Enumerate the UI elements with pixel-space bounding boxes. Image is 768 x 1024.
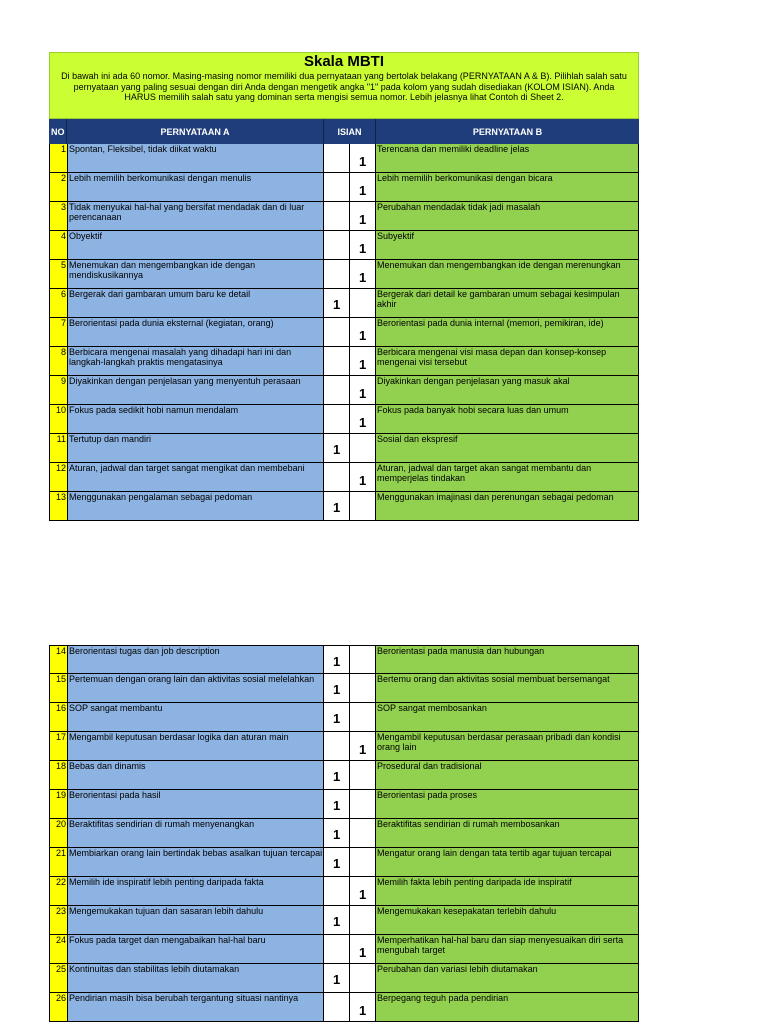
isian-b-cell[interactable] xyxy=(350,492,376,521)
isian-b-cell[interactable] xyxy=(350,790,376,819)
column-header-pernyataan-a: PERNYATAAN A xyxy=(67,119,324,144)
isian-a-cell[interactable] xyxy=(324,405,350,434)
statement-a-cell: Obyektif xyxy=(67,231,324,260)
isian-b-cell[interactable] xyxy=(350,434,376,463)
table-row xyxy=(49,993,639,1022)
statement-a-cell: Berbicara mengenai masalah yang dihadapi hari ini dan langkah-langkah praktis mengatasinya xyxy=(67,347,324,376)
table-row xyxy=(49,231,639,260)
statement-b-cell: Menggunakan imajinasi dan perenungan sebagai pedoman xyxy=(376,492,639,521)
isian-a-cell[interactable] xyxy=(324,819,350,848)
statement-a-cell: Lebih memilih berkomunikasi dengan menulis xyxy=(67,173,324,202)
statement-a-cell: Berorientasi pada hasil xyxy=(67,790,324,819)
isian-b-value: 1 xyxy=(359,154,367,169)
isian-b-cell[interactable] xyxy=(350,144,376,173)
row-number: 16 xyxy=(49,703,67,732)
table-row xyxy=(49,376,639,405)
statement-b-cell: Mengemukakan kesepakatan terlebih dahulu xyxy=(376,906,639,935)
isian-a-cell[interactable] xyxy=(324,434,350,463)
isian-a-cell[interactable] xyxy=(324,761,350,790)
row-number: 8 xyxy=(49,347,67,376)
row-number: 12 xyxy=(49,463,67,492)
isian-b-cell[interactable] xyxy=(350,260,376,289)
table-row xyxy=(49,202,639,231)
isian-a-value: 1 xyxy=(333,442,341,457)
statement-a-cell: Diyakinkan dengan penjelasan yang menyentuh perasaan xyxy=(67,376,324,405)
row-number: 26 xyxy=(49,993,67,1022)
isian-b-value: 1 xyxy=(359,742,367,757)
statement-a-cell: Tertutup dan mandiri xyxy=(67,434,324,463)
statement-b-cell: Beraktifitas sendirian di rumah membosankan xyxy=(376,819,639,848)
statement-b-cell: Lebih memilih berkomunikasi dengan bicara xyxy=(376,173,639,202)
isian-a-cell[interactable] xyxy=(324,848,350,877)
isian-a-cell[interactable] xyxy=(324,703,350,732)
statement-a-cell: Mengambil keputusan berdasar logika dan aturan main xyxy=(67,732,324,761)
isian-b-value: 1 xyxy=(359,887,367,902)
statement-b-cell: Mengatur orang lain dengan tata tertib agar tujuan tercapai xyxy=(376,848,639,877)
isian-a-cell[interactable] xyxy=(324,318,350,347)
table-row xyxy=(49,434,639,463)
table-body xyxy=(49,645,639,1022)
row-number: 3 xyxy=(49,202,67,231)
isian-b-value: 1 xyxy=(359,357,367,372)
table-row xyxy=(49,732,639,761)
isian-a-cell[interactable] xyxy=(324,935,350,964)
isian-a-cell[interactable] xyxy=(324,202,350,231)
isian-a-value: 1 xyxy=(333,297,341,312)
statement-a-cell: Berorientasi tugas dan job description xyxy=(67,645,324,674)
table-row xyxy=(49,964,639,993)
table-row xyxy=(49,935,639,964)
isian-b-cell[interactable] xyxy=(350,463,376,492)
isian-b-cell[interactable] xyxy=(350,732,376,761)
isian-b-value: 1 xyxy=(359,386,367,401)
table-row xyxy=(49,790,639,819)
row-number: 15 xyxy=(49,674,67,703)
table-row xyxy=(49,645,639,674)
isian-b-value: 1 xyxy=(359,212,367,227)
statement-a-cell: Bergerak dari gambaran umum baru ke detail xyxy=(67,289,324,318)
table-body xyxy=(49,144,639,521)
isian-a-value: 1 xyxy=(333,682,341,697)
row-number: 13 xyxy=(49,492,67,521)
column-header-isian: ISIAN xyxy=(324,119,376,144)
isian-a-cell[interactable] xyxy=(324,173,350,202)
isian-a-value: 1 xyxy=(333,914,341,929)
column-header-row xyxy=(49,119,639,144)
row-number: 5 xyxy=(49,260,67,289)
isian-b-cell[interactable] xyxy=(350,993,376,1022)
table-row xyxy=(49,761,639,790)
isian-a-cell[interactable] xyxy=(324,993,350,1022)
row-number: 9 xyxy=(49,376,67,405)
isian-a-value: 1 xyxy=(333,798,341,813)
isian-a-cell[interactable] xyxy=(324,289,350,318)
isian-a-value: 1 xyxy=(333,654,341,669)
isian-b-value: 1 xyxy=(359,241,367,256)
isian-b-cell[interactable] xyxy=(350,761,376,790)
statement-b-cell: Menemukan dan mengembangkan ide dengan merenungkan xyxy=(376,260,639,289)
statement-b-cell: Berorientasi pada dunia internal (memori, pemikiran, ide) xyxy=(376,318,639,347)
statement-a-cell: Menggunakan pengalaman sebagai pedoman xyxy=(67,492,324,521)
isian-b-cell[interactable] xyxy=(350,231,376,260)
statement-b-cell: SOP sangat membosankan xyxy=(376,703,639,732)
statement-b-cell: Mengambil keputusan berdasar perasaan pribadi dan kondisi orang lain xyxy=(376,732,639,761)
row-number: 11 xyxy=(49,434,67,463)
sheet-page-1 xyxy=(49,52,639,521)
statement-a-cell: SOP sangat membantu xyxy=(67,703,324,732)
row-number: 19 xyxy=(49,790,67,819)
statement-a-cell: Tidak menyukai hal-hal yang bersifat mendadak dan di luar perencanaan xyxy=(67,202,324,231)
statement-b-cell: Sosial dan ekspresif xyxy=(376,434,639,463)
statement-a-cell: Membiarkan orang lain bertindak bebas asalkan tujuan tercapai xyxy=(67,848,324,877)
isian-b-value: 1 xyxy=(359,328,367,343)
table-row xyxy=(49,405,639,434)
table-row xyxy=(49,492,639,521)
table-row xyxy=(49,260,639,289)
isian-a-cell[interactable] xyxy=(324,347,350,376)
isian-b-cell[interactable] xyxy=(350,173,376,202)
statement-b-cell: Perubahan dan variasi lebih diutamakan xyxy=(376,964,639,993)
table-row xyxy=(49,906,639,935)
isian-b-cell[interactable] xyxy=(350,405,376,434)
row-number: 18 xyxy=(49,761,67,790)
statement-b-cell: Subyektif xyxy=(376,231,639,260)
isian-b-cell[interactable] xyxy=(350,202,376,231)
isian-a-cell[interactable] xyxy=(324,906,350,935)
table-row xyxy=(49,848,639,877)
isian-a-cell[interactable] xyxy=(324,376,350,405)
statement-b-cell: Berorientasi pada proses xyxy=(376,790,639,819)
statement-a-cell: Pertemuan dengan orang lain dan aktivitas sosial melelahkan xyxy=(67,674,324,703)
table-row xyxy=(49,347,639,376)
statement-b-cell: Fokus pada banyak hobi secara luas dan umum xyxy=(376,405,639,434)
row-number: 25 xyxy=(49,964,67,993)
isian-b-cell[interactable] xyxy=(350,289,376,318)
statement-b-cell: Terencana dan memiliki deadline jelas xyxy=(376,144,639,173)
isian-a-cell[interactable] xyxy=(324,877,350,906)
row-number: 22 xyxy=(49,877,67,906)
isian-b-cell[interactable] xyxy=(350,703,376,732)
instructions-text: Di bawah ini ada 60 nomor. Masing-masing nomor memiliki dua pernyataan yang bertolak belakang (PERNYATAAN A & B). Pilihlah salah satu pernyataan yang paling sesuai dengan diri Anda dengan mengetik angka "1" pada kolom yang sudah disediakan (KOLOM ISIAN). Anda HARUS memilih salah satu yang dominan serta mengisi semua nomor. Lebih jelasnya lihat Contoh di Sheet 2. xyxy=(61,71,627,102)
statement-a-cell: Beraktifitas sendirian di rumah menyenangkan xyxy=(67,819,324,848)
table-row xyxy=(49,318,639,347)
sheet-page-2 xyxy=(49,645,639,1022)
isian-b-cell[interactable] xyxy=(350,376,376,405)
column-header-pernyataan-b: PERNYATAAN B xyxy=(472,126,543,137)
isian-b-value: 1 xyxy=(359,270,367,285)
isian-a-cell[interactable] xyxy=(324,674,350,703)
statement-a-cell: Mengemukakan tujuan dan sasaran lebih dahulu xyxy=(67,906,324,935)
isian-a-cell[interactable] xyxy=(324,645,350,674)
isian-a-value: 1 xyxy=(333,769,341,784)
statement-a-cell: Memilih ide inspiratif lebih penting daripada fakta xyxy=(67,877,324,906)
statement-a-cell: Pendirian masih bisa berubah tergantung situasi nantinya xyxy=(67,993,324,1022)
statement-b-cell: Prosedural dan tradisional xyxy=(376,761,639,790)
row-number: 20 xyxy=(49,819,67,848)
isian-a-cell[interactable] xyxy=(324,144,350,173)
isian-b-cell[interactable] xyxy=(350,964,376,993)
isian-a-cell[interactable] xyxy=(324,492,350,521)
row-number: 23 xyxy=(49,906,67,935)
isian-a-cell[interactable] xyxy=(324,260,350,289)
statement-b-cell: Bertemu orang dan aktivitas sosial membuat bersemangat xyxy=(376,674,639,703)
statement-b-cell: Memperhatikan hal-hal baru dan siap menyesuaikan diri serta mengubah target xyxy=(376,935,639,964)
statement-b-cell: Diyakinkan dengan penjelasan yang masuk akal xyxy=(376,376,639,405)
statement-b-cell: Perubahan mendadak tidak jadi masalah xyxy=(376,202,639,231)
isian-a-cell[interactable] xyxy=(324,964,350,993)
statement-a-cell: Fokus pada sedikit hobi namun mendalam xyxy=(67,405,324,434)
row-number: 2 xyxy=(49,173,67,202)
row-number: 10 xyxy=(49,405,67,434)
isian-b-cell[interactable] xyxy=(350,318,376,347)
statement-a-cell: Fokus pada target dan mengabaikan hal-hal baru xyxy=(67,935,324,964)
isian-a-cell[interactable] xyxy=(324,790,350,819)
table-row xyxy=(49,144,639,173)
row-number: 14 xyxy=(49,645,67,674)
row-number: 1 xyxy=(49,144,67,173)
isian-b-cell[interactable] xyxy=(350,347,376,376)
isian-b-cell[interactable] xyxy=(350,674,376,703)
isian-a-value: 1 xyxy=(333,827,341,842)
statement-b-cell: Berorientasi pada manusia dan hubungan xyxy=(376,645,639,674)
row-number: 17 xyxy=(49,732,67,761)
isian-b-cell[interactable] xyxy=(350,819,376,848)
isian-b-value: 1 xyxy=(359,183,367,198)
column-header-no: NO xyxy=(49,119,67,144)
isian-b-value: 1 xyxy=(359,945,367,960)
table-row xyxy=(49,173,639,202)
statement-a-cell: Aturan, jadwal dan target sangat mengikat dan membebani xyxy=(67,463,324,492)
isian-b-value: 1 xyxy=(359,415,367,430)
row-number: 24 xyxy=(49,935,67,964)
statement-b-cell: Berpegang teguh pada pendirian xyxy=(376,993,639,1022)
statement-a-cell: Menemukan dan mengembangkan ide dengan mendiskusikannya xyxy=(67,260,324,289)
isian-a-cell[interactable] xyxy=(324,463,350,492)
statement-a-cell: Bebas dan dinamis xyxy=(67,761,324,790)
row-number: 6 xyxy=(49,289,67,318)
isian-a-value: 1 xyxy=(333,711,341,726)
table-row xyxy=(49,819,639,848)
row-number: 4 xyxy=(49,231,67,260)
isian-a-cell[interactable] xyxy=(324,231,350,260)
isian-b-cell[interactable] xyxy=(350,848,376,877)
isian-b-cell[interactable] xyxy=(350,877,376,906)
statement-b-cell: Bergerak dari detail ke gambaran umum sebagai kesimpulan akhir xyxy=(376,289,639,318)
isian-b-cell[interactable] xyxy=(350,935,376,964)
isian-b-cell[interactable] xyxy=(350,906,376,935)
isian-a-value: 1 xyxy=(333,856,341,871)
isian-a-value: 1 xyxy=(333,500,341,515)
statement-a-cell: Kontinuitas dan stabilitas lebih diutamakan xyxy=(67,964,324,993)
statement-a-cell: Spontan, Fleksibel, tidak diikat waktu xyxy=(67,144,324,173)
row-number: 7 xyxy=(49,318,67,347)
header-box xyxy=(49,52,639,119)
isian-b-value: 1 xyxy=(359,1003,367,1018)
statement-a-cell: Berorientasi pada dunia eksternal (kegiatan, orang) xyxy=(67,318,324,347)
table-row xyxy=(49,703,639,732)
statement-b-cell: Berbicara mengenai visi masa depan dan konsep-konsep mengenai visi tersebut xyxy=(376,347,639,376)
page-title: Skala MBTI xyxy=(303,53,385,70)
statement-b-cell: Aturan, jadwal dan target akan sangat membantu dan memperjelas tindakan xyxy=(376,463,639,492)
isian-b-value: 1 xyxy=(359,473,367,488)
table-row xyxy=(49,877,639,906)
table-row xyxy=(49,463,639,492)
isian-b-cell[interactable] xyxy=(350,645,376,674)
isian-a-cell[interactable] xyxy=(324,732,350,761)
isian-a-value: 1 xyxy=(333,972,341,987)
row-number: 21 xyxy=(49,848,67,877)
table-row xyxy=(49,674,639,703)
table-row xyxy=(49,289,639,318)
statement-b-cell: Memilih fakta lebih penting daripada ide inspiratif xyxy=(376,877,639,906)
